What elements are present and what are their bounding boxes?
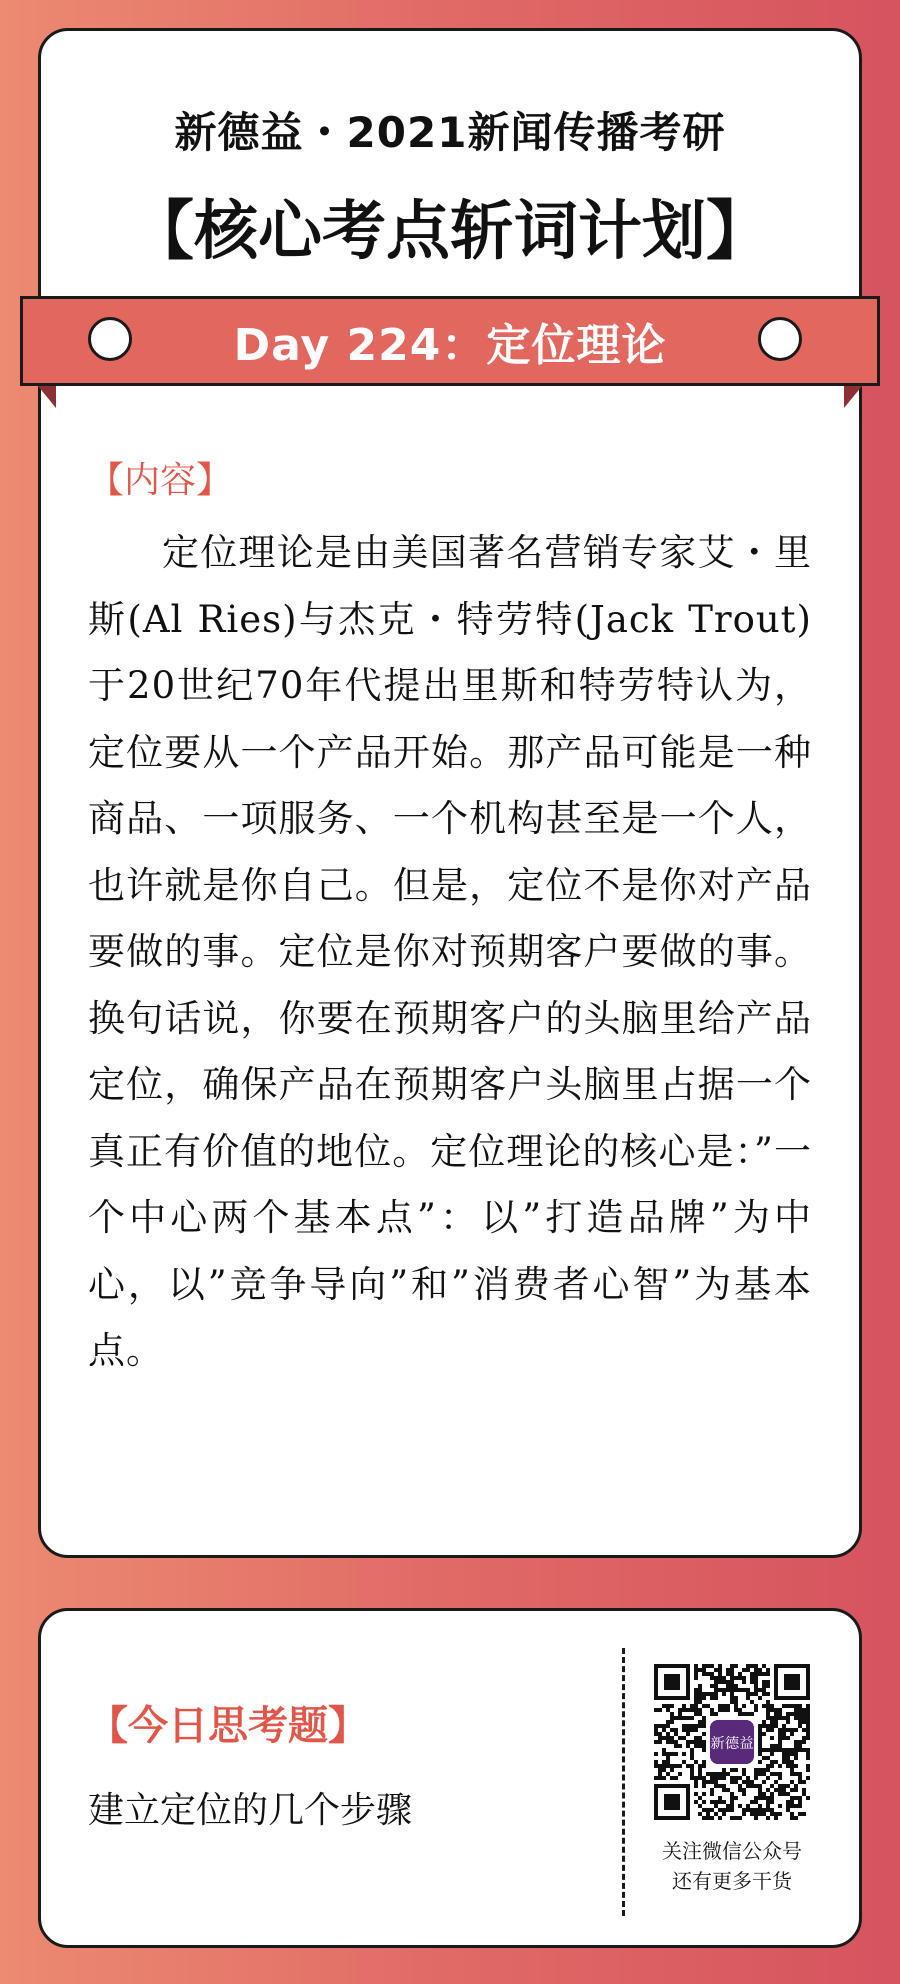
page-title: 新德益・2021新闻传播考研 [174,108,726,157]
qr-caption-line2: 还有更多干货 [672,1869,792,1893]
qr-center-text: 新德益 [710,1736,754,1752]
page-subtitle: 【核心考点斩词计划】 [130,195,770,269]
ribbon-fold-right [844,386,862,408]
ribbon-hole-right [758,317,802,361]
dashed-divider [622,1648,625,1916]
ribbon-fold-left [38,386,56,408]
qr-code-icon [650,1660,814,1824]
question-label: 【今日思考题】 [88,1703,368,1749]
qr-caption-line1: 关注微信公众号 [662,1839,802,1863]
ribbon-hole-left [88,317,132,361]
question-text: 建立定位的几个步骤 [88,1790,413,1831]
day-ribbon [20,296,880,386]
content-body: 定位理论是由美国著名营销专家艾・里斯(Al Ries)与杰克・特劳特(Jack Trout)于20世纪70年代提出里斯和特劳特认为，定位要从一个产品开始。那产品可能是一种商品、一项服务、一个机构甚至是一个人，也许就是你自己。但是，定位不是你对产品要做的事。定位是你对预期客户要做的事。换句话说，你要在预期客户的头脑里给产品定位，确保产品在预期客户头脑里占据一个真正有价值的地位。定位理论的核心是：”一个中心两个基本点”：以”打造品牌”为中心，以”竞争导向”和”消费者心智”为基本点。 [88,531,812,1372]
day-label: Day 224：定位理论 [233,320,667,371]
content-section-label: 【内容】 [88,460,233,501]
qr-caption [636,1836,828,1896]
